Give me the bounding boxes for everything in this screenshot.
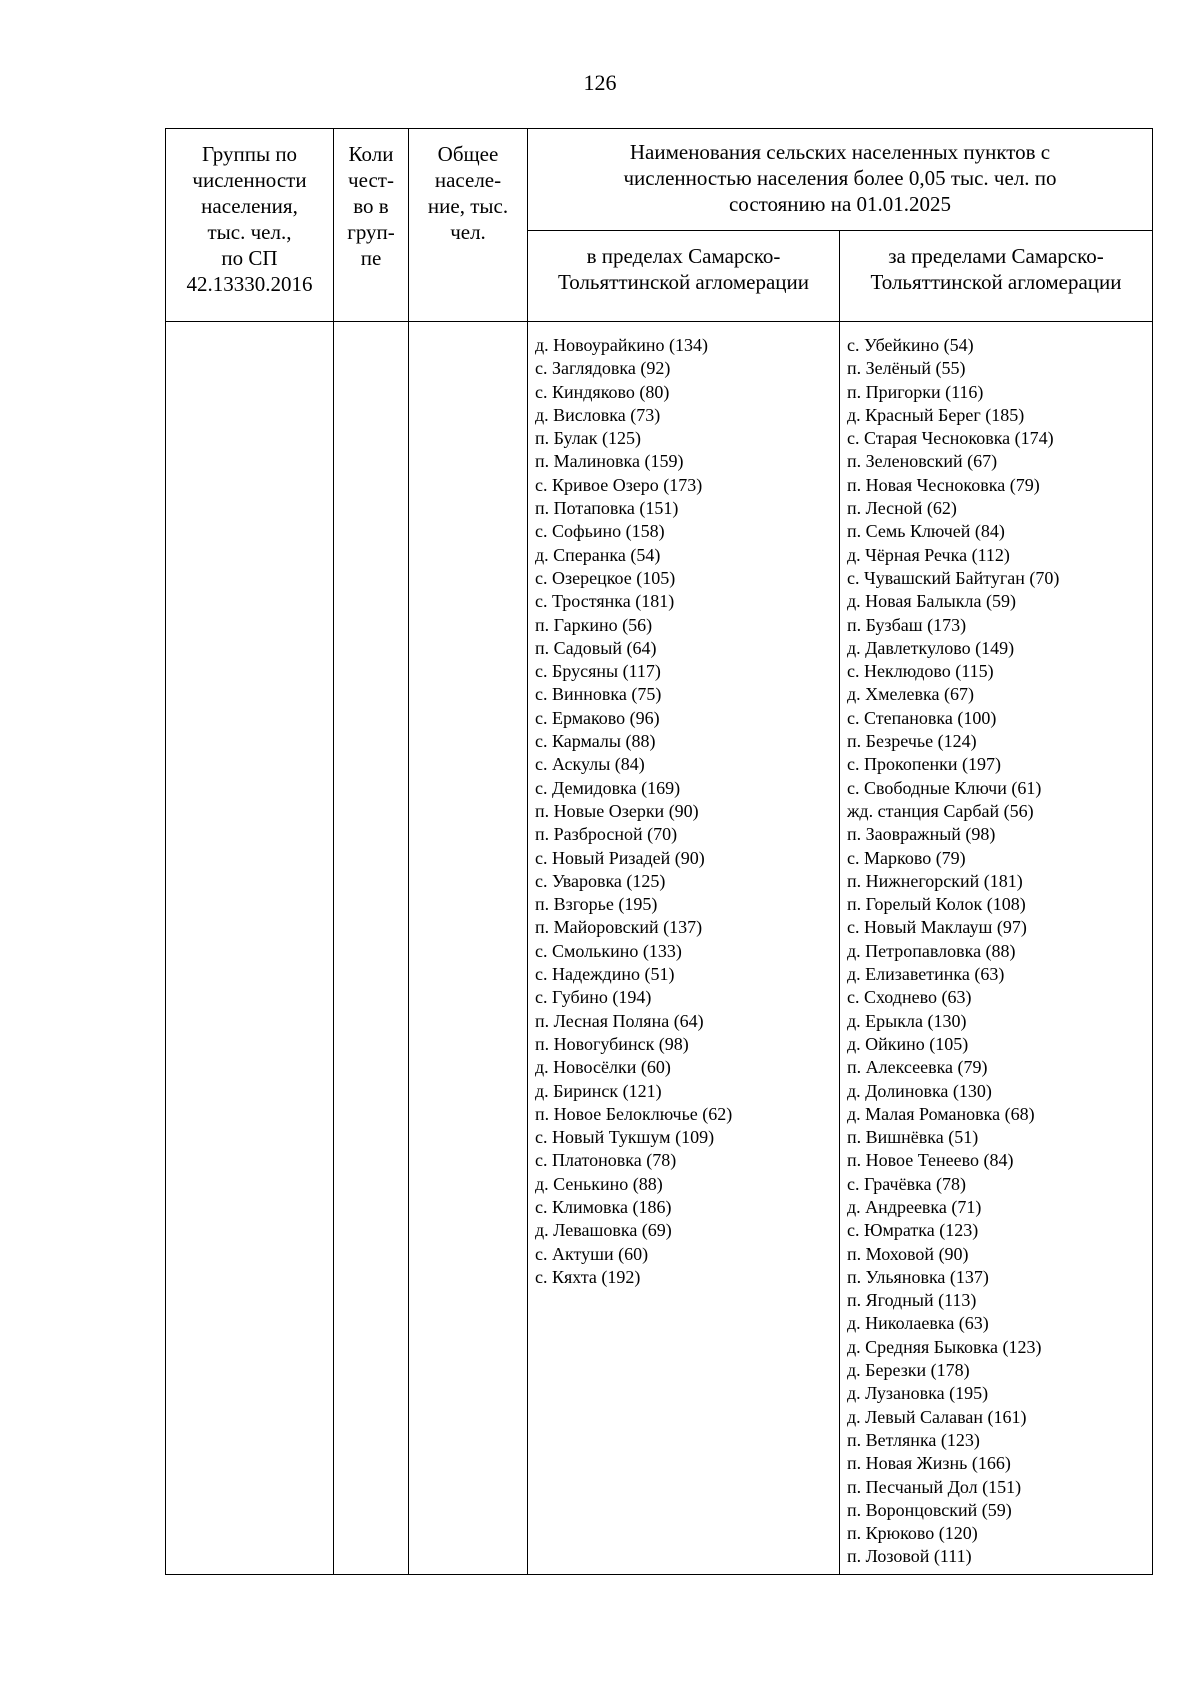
settlement-item: п. Новогубинск (98)	[535, 1033, 689, 1054]
settlement-item: п. Малиновка (159)	[535, 451, 684, 472]
settlement-item: д. Средняя Быковка (123)	[847, 1336, 1042, 1357]
settlement-item: с. Киндяково (80)	[535, 381, 670, 402]
settlement-item: п. Моховой (90)	[847, 1243, 969, 1264]
settlement-item: п. Лозовой (111)	[847, 1546, 972, 1567]
header-population-groups: Группы по численности населения, тыс. чел., по СП 42.13330.2016	[166, 129, 334, 322]
settlement-item: с. Сходнево (63)	[847, 987, 972, 1008]
settlement-item: п. Зеленовский (67)	[847, 451, 998, 472]
header-count-in-group: Коли чест- во в груп- пе	[334, 129, 409, 322]
settlement-item: п. Новое Тенеево (84)	[847, 1150, 1014, 1171]
settlement-item: д. Новая Балыкла (59)	[847, 591, 1016, 612]
settlement-item: с. Губино (194)	[535, 987, 652, 1008]
settlement-item: п. Зелёный (55)	[847, 358, 966, 379]
cell-population	[409, 322, 528, 1575]
settlement-item: с. Демидовка (169)	[535, 777, 681, 798]
settlement-item: д. Ерыкла (130)	[847, 1010, 967, 1031]
settlement-item: п. Лесная Поляна (64)	[535, 1010, 704, 1031]
settlement-item: д. Сенькино (88)	[535, 1173, 663, 1194]
settlement-item: д. Биринск (121)	[535, 1080, 662, 1101]
settlement-item: с. Чувашский Байтуган (70)	[847, 567, 1060, 588]
settlement-item: п. Ветлянка (123)	[847, 1429, 980, 1450]
settlement-item: п. Новая Чесноковка (79)	[847, 474, 1040, 495]
settlement-item: д. Сперанка (54)	[535, 544, 661, 565]
cell-outside-list	[840, 322, 1153, 1575]
settlement-item: с. Свободные Ключи (61)	[847, 777, 1042, 798]
settlement-item: п. Алексеевка (79)	[847, 1057, 988, 1078]
settlement-item: с. Убейкино (54)	[847, 335, 974, 355]
settlement-item: п. Ульяновка (137)	[847, 1266, 989, 1287]
settlement-item: п. Крюково (120)	[847, 1523, 978, 1544]
settlement-item: с. Кяхта (192)	[535, 1266, 641, 1287]
table-row	[166, 322, 1153, 1575]
settlement-item: д. Новоурайкино (134)	[535, 335, 708, 355]
settlement-item: с. Платоновка (78)	[535, 1150, 677, 1171]
settlement-item: с. Степановка (100)	[847, 707, 997, 728]
settlement-item: д. Висловка (73)	[535, 404, 661, 425]
settlement-item: д. Березки (178)	[847, 1360, 970, 1381]
settlement-item: с. Уваровка (125)	[535, 870, 666, 891]
settlement-item: п. Новая Жизнь (166)	[847, 1453, 1011, 1474]
page-number: 126	[583, 70, 617, 95]
header-inside-agglomeration: в пределах Самарско- Тольяттинской агломерации	[528, 231, 840, 322]
settlement-item: с. Озерецкое (105)	[535, 567, 676, 588]
settlement-item: п. Семь Ключей (84)	[847, 521, 1005, 542]
settlement-item: п. Гаркино (56)	[535, 614, 653, 635]
settlement-item: с. Старая Чесноковка (174)	[847, 428, 1054, 449]
cell-population-group	[166, 322, 334, 1575]
settlement-item: п. Лесной (62)	[847, 498, 957, 519]
settlement-item: д. Хмелевка (67)	[847, 684, 974, 705]
settlement-item: с. Марково (79)	[847, 847, 966, 868]
cell-inside-list	[528, 322, 840, 1575]
header-row-1	[166, 129, 1153, 231]
settlement-item: с. Тростянка (181)	[535, 591, 675, 612]
settlement-item: д. Петропавловка (88)	[847, 940, 1016, 961]
header-total-population: Общее населе- ние, тыс. чел.	[409, 129, 528, 322]
settlement-item: п. Нижнегорский (181)	[847, 870, 1023, 891]
settlement-item: с. Климовка (186)	[535, 1196, 672, 1217]
settlement-item: д. Левашовка (69)	[535, 1220, 672, 1241]
settlement-item: п. Воронцовский (59)	[847, 1499, 1012, 1520]
settlement-item: п. Потаповка (151)	[535, 498, 679, 519]
settlement-item: д. Красный Берег (185)	[847, 404, 1025, 425]
settlement-item: с. Юмратка (123)	[847, 1220, 979, 1241]
settlement-item: с. Софьино (158)	[535, 521, 665, 542]
settlement-item: п. Песчаный Дол (151)	[847, 1476, 1022, 1497]
settlement-item: п. Горелый Колок (108)	[847, 894, 1026, 915]
settlements-table	[165, 128, 1153, 1575]
settlement-item: п. Взгорье (195)	[535, 894, 658, 915]
settlement-item: с. Прокопенки (197)	[847, 754, 1001, 775]
settlement-item: п. Заовражный (98)	[847, 824, 996, 845]
settlement-item: с. Аскулы (84)	[535, 754, 645, 775]
outside-settlements-list	[841, 323, 1151, 1569]
settlement-item: с. Новый Тукшум (109)	[535, 1127, 715, 1148]
settlement-item: д. Андреевка (71)	[847, 1196, 982, 1217]
settlement-item: с. Новый Ризадей (90)	[535, 847, 705, 868]
settlement-item: п. Бузбаш (173)	[847, 614, 967, 635]
settlement-item: п. Новые Озерки (90)	[535, 800, 699, 821]
settlement-item: с. Заглядовка (92)	[535, 358, 671, 379]
settlement-item: п. Садовый (64)	[535, 637, 657, 658]
settlement-item: с. Смолькино (133)	[535, 940, 682, 961]
header-settlement-names: Наименования сельских населенных пунктов с численностью населения более 0,05 тыс. чел. по состоянию на 01.01.2025	[528, 129, 1153, 231]
settlement-item: д. Елизаветинка (63)	[847, 964, 1005, 985]
settlement-item: с. Неклюдово (115)	[847, 661, 994, 682]
settlement-item: д. Николаевка (63)	[847, 1313, 989, 1334]
settlement-item: д. Чёрная Речка (112)	[847, 544, 1010, 565]
settlement-item: п. Ягодный (113)	[847, 1290, 977, 1311]
settlement-item: д. Давлеткулово (149)	[847, 637, 1015, 658]
inside-settlements-list	[529, 323, 838, 1289]
settlement-item: жд. станция Сарбай (56)	[847, 800, 1034, 821]
settlement-item: с. Кривое Озеро (173)	[535, 474, 703, 495]
settlement-item: п. Новое Белоключье (62)	[535, 1103, 733, 1124]
settlement-item: д. Новосёлки (60)	[535, 1057, 671, 1078]
settlement-item: с. Новый Маклауш (97)	[847, 917, 1027, 938]
settlement-item: п. Пригорки (116)	[847, 381, 984, 402]
settlement-item: с. Грачёвка (78)	[847, 1173, 967, 1194]
settlement-item: с. Кармалы (88)	[535, 731, 656, 752]
settlement-item: д. Малая Романовка (68)	[847, 1103, 1035, 1124]
settlement-item: с. Брусяны (117)	[535, 661, 661, 682]
header-outside-agglomeration: за пределами Самарско- Тольяттинской агломерации	[840, 231, 1153, 322]
settlement-item: п. Безречье (124)	[847, 731, 977, 752]
settlement-item: п. Булак (125)	[535, 428, 641, 449]
settlement-item: с. Винновка (75)	[535, 684, 662, 705]
settlement-item: п. Майоровский (137)	[535, 917, 703, 938]
settlement-item: п. Разбросной (70)	[535, 824, 678, 845]
settlement-item: с. Актуши (60)	[535, 1243, 649, 1264]
settlement-item: д. Ойкино (105)	[847, 1033, 969, 1054]
settlement-item: с. Ермаково (96)	[535, 707, 660, 728]
settlement-item: д. Левый Салаван (161)	[847, 1406, 1027, 1427]
cell-count	[334, 322, 409, 1575]
settlement-item: д. Лузановка (195)	[847, 1383, 989, 1404]
settlement-item: д. Долиновка (130)	[847, 1080, 992, 1101]
settlement-item: с. Надеждино (51)	[535, 964, 675, 985]
settlement-item: п. Вишнёвка (51)	[847, 1127, 979, 1148]
